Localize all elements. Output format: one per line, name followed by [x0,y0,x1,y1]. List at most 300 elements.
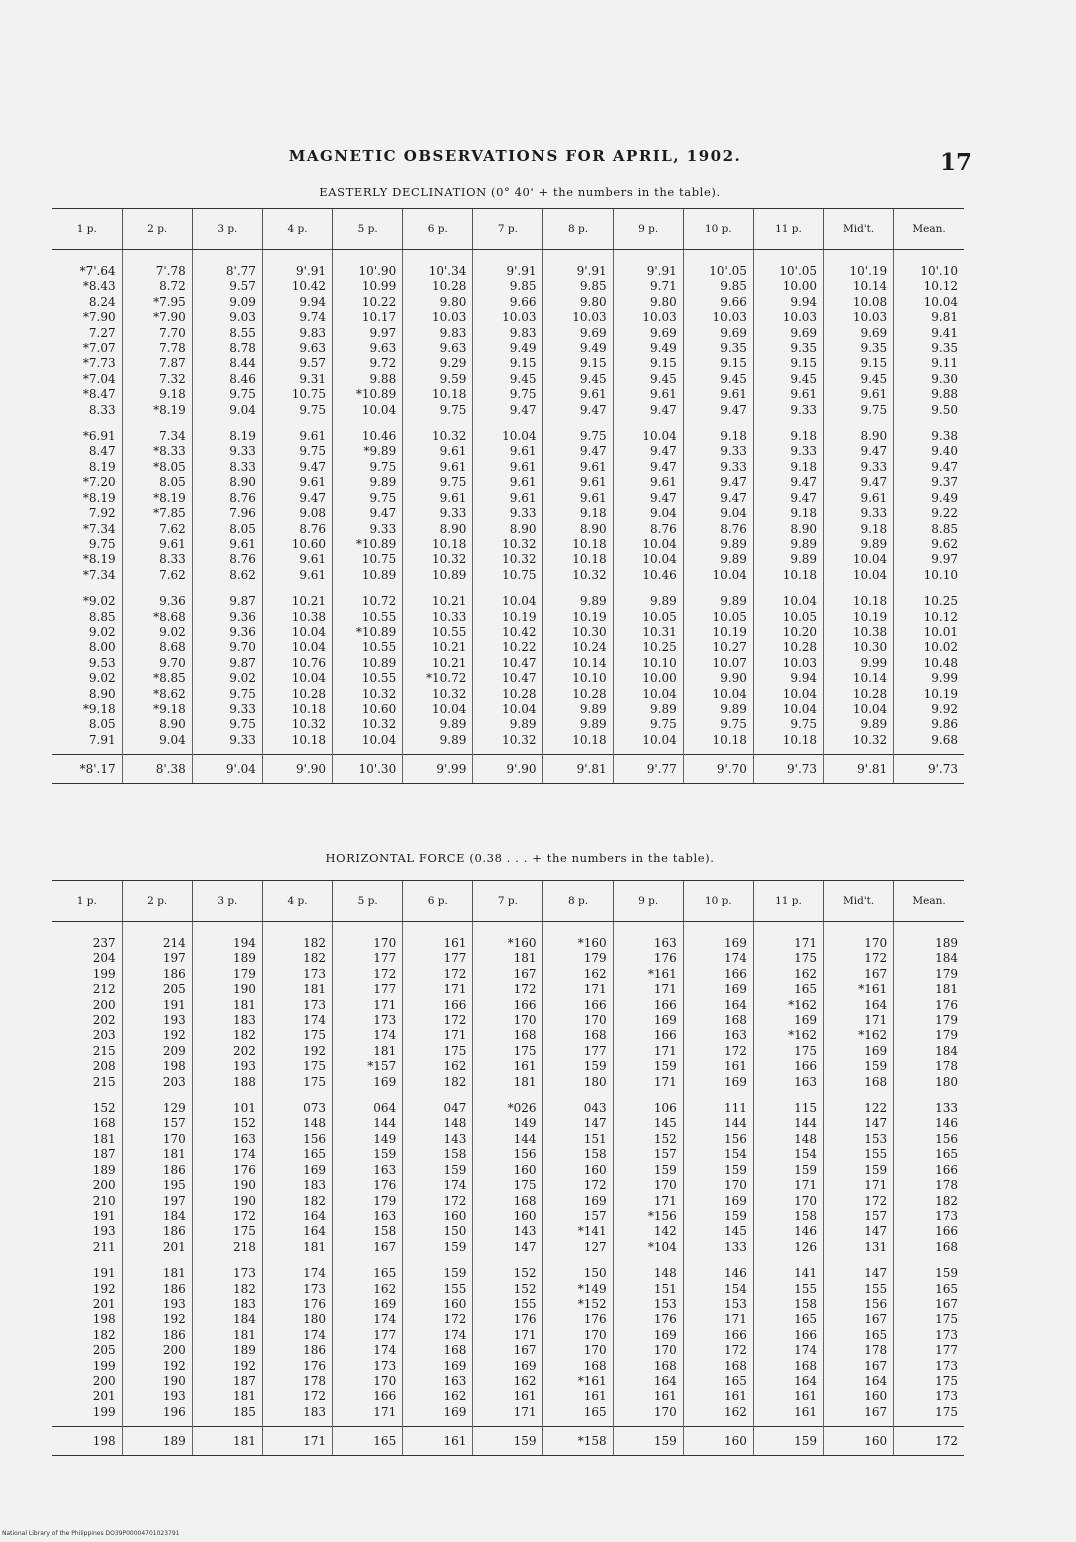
declination-table-cell: 10.05 [613,610,683,625]
declination-table-cell: 10.19 [473,610,543,625]
declination-table-cell: 10.33 [403,610,473,625]
declination-table-cell: 9.83 [262,326,332,341]
horizontal-force-table-cell: 153 [683,1297,753,1312]
horizontal-force-table-cell: 159 [683,1163,753,1178]
horizontal-force-spacer-cell [52,922,122,937]
horizontal-force-table-cell: 193 [122,1389,192,1404]
horizontal-force-table-cell: 170 [333,1374,403,1389]
horizontal-force-table-cell: 183 [262,1178,332,1193]
declination-table-cell: 9.63 [333,341,403,356]
declination-table-cell: 9.35 [753,341,823,356]
declination-table-cell: 9.61 [613,475,683,490]
declination-table-cell: 10.03 [683,310,753,325]
declination-table-cell: 9.75 [683,717,753,732]
declination-table-cell: 9.85 [473,279,543,294]
declination-table-cell: *7.90 [82,310,116,325]
horizontal-force-table-cell: 172 [403,1013,473,1028]
declination-table-cell: 9.87 [192,656,262,671]
declination-table-cell: 10.04 [613,429,683,444]
horizontal-force-table-cell: 193 [122,1297,192,1312]
declination-table-cell: 9.04 [613,506,683,521]
declination-table-cell: *10.89 [333,387,403,402]
horizontal-force-table-cell: 159 [894,1266,964,1281]
horizontal-force-table-cell: 170 [613,1405,683,1420]
horizontal-force-table-cell: 154 [753,1147,823,1162]
horizontal-force-spacer-cell [473,1090,543,1101]
declination-table-cell: 10.04 [262,640,332,655]
horizontal-force-table-cell: 156 [824,1297,894,1312]
horizontal-force-table-cell: 186 [262,1343,332,1358]
horizontal-force-table-cell: 171 [333,998,403,1013]
declination-table-cell: *8.47 [82,387,116,402]
horizontal-force-table-cell: 187 [92,1147,116,1162]
declination-table-cell: 10.10 [613,656,683,671]
declination-table-cell: 9.89 [543,594,613,609]
horizontal-force-table-cell: 174 [262,1328,332,1343]
declination-table-cell: 10.19 [543,610,613,625]
declination-table-cell: *9.02 [82,594,116,609]
horizontal-force-table-cell: 173 [333,1359,403,1374]
horizontal-force-table-cell: 171 [613,1075,683,1090]
declination-spacer-row [52,583,964,594]
declination-table-cell: 8.72 [122,279,192,294]
declination-table-cell: *7.95 [122,295,192,310]
declination-spacer-row [52,418,964,429]
declination-table-cell: 9.88 [894,387,964,402]
horizontal-force-table-cell: 185 [192,1405,262,1420]
declination-table-cell: 10.03 [613,310,683,325]
horizontal-force-spacer-row [52,922,964,937]
declination-table-cell: 9.61 [473,475,543,490]
horizontal-force-table-cell: 182 [262,951,332,966]
horizontal-force-table-cell: 172 [683,1044,753,1059]
declination-table-cell: 9.61 [683,387,753,402]
declination-table-cell: 10.18 [543,733,613,748]
declination-table-cell: 10.00 [613,671,683,686]
horizontal-force-table-cell: 161 [473,1059,543,1074]
declination-mean-cell: 9'.90 [473,755,543,784]
horizontal-force-table-cell: 173 [262,967,332,982]
horizontal-force-table-cell: 169 [824,1044,894,1059]
horizontal-force-table-cell: 168 [683,1013,753,1028]
horizontal-force-table-cell: 168 [613,1359,683,1374]
declination-table-row [52,403,964,418]
declination-table-cell: 9.97 [333,326,403,341]
declination-table-cell: 9.61 [403,444,473,459]
declination-column-header: 8 p. [543,209,613,250]
declination-spacer-cell [403,250,473,265]
declination-table-cell: 10.75 [333,552,403,567]
declination-table-cell: 9.69 [543,326,613,341]
horizontal-force-table-cell: 195 [122,1178,192,1193]
declination-spacer-cell [894,583,964,594]
horizontal-force-spacer-cell [192,1090,262,1101]
declination-table-cell: 9.49 [894,491,964,506]
horizontal-force-table-cell: 173 [262,998,332,1013]
horizontal-force-spacer-cell [894,1090,964,1101]
declination-table-cell: 10.28 [473,687,543,702]
horizontal-force-table-row [52,967,964,982]
declination-table-cell: 9.89 [543,702,613,717]
horizontal-force-table-cell: 166 [543,998,613,1013]
declination-column-header: 3 p. [192,209,262,250]
horizontal-force-table-cell: 175 [894,1405,964,1420]
declination-table-cell: 10'.90 [333,264,403,279]
horizontal-force-table-cell: 145 [683,1224,753,1239]
horizontal-force-table-cell: 111 [683,1101,753,1116]
horizontal-force-table-cell: 144 [473,1132,543,1147]
declination-table-cell: 9.04 [683,506,753,521]
horizontal-force-table-row [52,1209,964,1224]
horizontal-force-table-cell: 174 [753,1343,823,1358]
horizontal-force-table-cell: 165 [894,1282,964,1297]
declination-table-cell: 10.18 [403,537,473,552]
horizontal-force-table-cell: 187 [192,1374,262,1389]
declination-table-cell: 10.46 [613,568,683,583]
declination-table-cell: 9.83 [403,326,473,341]
declination-table-cell: 7.92 [88,506,116,521]
horizontal-force-table-cell: 175 [262,1059,332,1074]
declination-table-cell: 9.33 [333,522,403,537]
declination-table-cell: 9.61 [262,552,332,567]
horizontal-force-table-cell: 199 [92,1358,116,1373]
declination-table-cell: 10.04 [753,702,823,717]
horizontal-force-table-cell: 146 [683,1266,753,1281]
horizontal-force-table-cell: 176 [613,1312,683,1327]
horizontal-force-column-header: 4 p. [262,881,332,922]
declination-table-cell: 10.32 [824,733,894,748]
declination-table-row [52,671,964,686]
horizontal-force-spacer-row [52,1090,964,1101]
declination-table-cell: 9.47 [753,475,823,490]
horizontal-force-table-cell: 166 [753,1328,823,1343]
horizontal-force-spacer-cell [683,1255,753,1266]
declination-table-cell: 10.18 [824,594,894,609]
declination-table-cell: 9.45 [683,372,753,387]
horizontal-force-table-cell: 163 [192,1132,262,1147]
declination-table-cell: 10.21 [403,656,473,671]
declination-table-cell: 9.47 [683,491,753,506]
declination-table-cell: 10.22 [473,640,543,655]
declination-spacer-cell [262,583,332,594]
declination-table-cell: 9.49 [613,341,683,356]
declination-table-cell: 10'.19 [824,264,894,279]
declination-table-cell: 9.36 [122,594,192,609]
declination-mean-cell: 9'.73 [894,755,964,784]
declination-table-cell: 9.45 [753,372,823,387]
declination-spacer-cell [824,250,894,265]
declination-table-cell: 10.42 [262,279,332,294]
horizontal-force-table-cell: 166 [683,1328,753,1343]
horizontal-force-table-cell: 165 [262,1147,332,1162]
declination-table-cell: 9.85 [683,279,753,294]
horizontal-force-table-cell: 183 [262,1405,332,1420]
horizontal-force-table-cell: 181 [192,998,262,1013]
declination-table-cell: *7.20 [82,475,116,490]
declination-table-cell: 10.08 [824,295,894,310]
declination-spacer-cell [683,250,753,265]
horizontal-force-table-cell: 167 [824,1405,894,1420]
horizontal-force-table-cell: 194 [192,936,262,951]
declination-mean-cell: 9'.73 [753,755,823,784]
declination-table-cell: 9.61 [122,537,192,552]
horizontal-force-table-cell: 177 [894,1343,964,1358]
horizontal-force-table-row [52,1240,964,1255]
horizontal-force-table-row [52,1028,964,1043]
declination-table-row [52,717,964,732]
horizontal-force-table-cell: 171 [403,982,473,997]
declination-table-cell: 8.05 [122,475,192,490]
declination-table-cell: 9.47 [753,491,823,506]
declination-table-cell: 9.86 [894,717,964,732]
horizontal-force-table-cell: 199 [92,966,116,981]
declination-table-cell: 10.28 [824,687,894,702]
declination-table-row [52,372,964,387]
declination-table-cell: 9.75 [753,717,823,732]
declination-table-cell: 9.85 [543,279,613,294]
declination-table-cell: 10.04 [333,733,403,748]
declination-column-header: 7 p. [473,209,543,250]
horizontal-force-table-cell: 171 [473,1328,543,1343]
declination-table-row [52,640,964,655]
declination-table-cell: 9.89 [333,475,403,490]
declination-table-cell: 9.94 [262,295,332,310]
declination-table-cell: 9.15 [543,356,613,371]
declination-table-cell: 10.24 [543,640,613,655]
declination-table-cell: 9.49 [473,341,543,356]
horizontal-force-table-cell: 175 [753,951,823,966]
horizontal-force-spacer-cell [473,1255,543,1266]
declination-spacer-cell [192,418,262,429]
horizontal-force-table-cell: 167 [473,967,543,982]
declination-table-cell: 9.61 [824,491,894,506]
horizontal-force-table-cell: 212 [92,982,116,997]
horizontal-force-table-cell: 164 [262,1209,332,1224]
horizontal-force-table-cell: 152 [92,1101,116,1116]
declination-table-cell: 10.04 [333,403,403,418]
declination-table-cell: 10.30 [543,625,613,640]
horizontal-force-table-cell: 180 [894,1075,964,1090]
declination-table-cell: 10.75 [473,568,543,583]
declination-table-cell: 9.81 [894,310,964,325]
declination-table-cell: *10.72 [403,671,473,686]
horizontal-force-table-cell: 179 [894,1013,964,1028]
horizontal-force-table-cell: 183 [192,1013,262,1028]
horizontal-force-table-row [52,1343,964,1358]
declination-table-cell: 9.57 [192,279,262,294]
horizontal-force-table-cell: 159 [403,1240,473,1255]
horizontal-force-table-cell: 199 [92,1404,116,1419]
horizontal-force-table-cell: 156 [683,1132,753,1147]
horizontal-force-table-cell: 184 [894,1044,964,1059]
declination-table-cell: 9.75 [192,687,262,702]
horizontal-force-table-cell: 204 [92,951,116,966]
declination-table-cell: 9.09 [192,295,262,310]
declination-table-cell: 10'.34 [403,264,473,279]
horizontal-force-spacer-cell [403,922,473,937]
horizontal-force-table-cell: 155 [403,1282,473,1297]
declination-table-cell: 9.11 [894,356,964,371]
horizontal-force-table-cell: 184 [122,1209,192,1224]
horizontal-force-table-cell: 158 [403,1147,473,1162]
declination-table-cell: 9.70 [122,656,192,671]
horizontal-force-table-row [52,1359,964,1374]
horizontal-force-table-cell: 169 [683,1075,753,1090]
declination-table-cell: 10.04 [403,702,473,717]
declination-table-cell: *9.18 [82,701,116,716]
horizontal-force-table-cell: 175 [262,1075,332,1090]
declination-table-cell: 10.21 [403,640,473,655]
horizontal-force-table-cell: 147 [473,1240,543,1255]
declination-table-cell: 9.89 [683,552,753,567]
horizontal-force-table-row [52,1312,964,1327]
horizontal-force-table-cell: 169 [683,982,753,997]
declination-table-cell: 9.33 [192,444,262,459]
horizontal-force-table-cell: 182 [262,1194,332,1209]
declination-table-cell: 9.61 [543,491,613,506]
declination-table-cell: 9.75 [824,403,894,418]
horizontal-force-table-cell: 147 [824,1116,894,1131]
horizontal-force-spacer-cell [333,1255,403,1266]
horizontal-force-table-cell: 175 [403,1044,473,1059]
horizontal-force-table-cell: 167 [333,1240,403,1255]
declination-table-cell: 9.66 [473,295,543,310]
declination-table-cell: 10'.05 [753,264,823,279]
horizontal-force-table-cell: 182 [92,1327,116,1342]
declination-table-cell: 10.00 [753,279,823,294]
horizontal-force-table-cell: 169 [333,1075,403,1090]
declination-table-cell: 9.02 [88,624,116,639]
horizontal-force-table-cell: 166 [683,967,753,982]
declination-table-cell: 10.04 [473,594,543,609]
declination-table-cell: 10.18 [683,733,753,748]
declination-table-cell: *7.07 [82,341,116,356]
horizontal-force-table-cell: 144 [753,1116,823,1131]
horizontal-force-spacer-cell [613,1090,683,1101]
horizontal-force-table-cell: 169 [403,1359,473,1374]
horizontal-force-table-cell: 144 [683,1116,753,1131]
declination-spacer-cell [613,418,683,429]
declination-table-cell: 9.61 [192,537,262,552]
horizontal-force-table-cell: 169 [403,1405,473,1420]
horizontal-force-table-cell: 176 [894,998,964,1013]
horizontal-force-table-cell: 208 [92,1059,116,1074]
horizontal-force-table-cell: 158 [543,1147,613,1162]
declination-table-cell: 10.04 [613,552,683,567]
horizontal-force-table-cell: 193 [122,1013,192,1028]
horizontal-force-table-cell: 159 [824,1163,894,1178]
horizontal-force-table-cell: 171 [613,1044,683,1059]
declination-spacer-cell [683,583,753,594]
horizontal-force-table-cell: 152 [473,1282,543,1297]
declination-table-cell: 10.55 [333,671,403,686]
horizontal-force-table-row [52,982,964,997]
horizontal-force-table-cell: 210 [92,1193,116,1208]
horizontal-force-table-cell: 192 [122,1312,192,1327]
declination-table-cell: 9.18 [683,429,753,444]
horizontal-force-spacer-cell [753,922,823,937]
horizontal-force-table-cell: 178 [894,1059,964,1074]
declination-table-cell: 10.89 [403,568,473,583]
declination-table-row [52,702,964,717]
horizontal-force-table-cell: 181 [473,1075,543,1090]
declination-table-cell: 9.66 [683,295,753,310]
horizontal-force-table-cell: 198 [122,1059,192,1074]
horizontal-force-table-cell: 192 [92,1281,116,1296]
declination-table-cell: 9.75 [543,429,613,444]
horizontal-force-table-cell: 170 [753,1194,823,1209]
horizontal-force-table-cell: 178 [262,1374,332,1389]
declination-table-cell: 9.47 [613,403,683,418]
declination-table-cell: 10.55 [333,640,403,655]
declination-table-cell: 9.59 [403,372,473,387]
horizontal-force-table-cell: *160 [473,936,543,951]
declination-table-cell: 9.75 [473,387,543,402]
horizontal-force-table-cell: 165 [753,982,823,997]
declination-spacer-cell [543,418,613,429]
page-number: 17 [940,149,973,176]
horizontal-force-table-cell: 181 [473,951,543,966]
declination-header-row [52,209,964,250]
horizontal-force-table-row [52,1163,964,1178]
horizontal-force-table-cell: 174 [403,1178,473,1193]
horizontal-force-caption: HORIZONTAL FORCE (0.38 . . . + the numbers in the table). [325,851,715,865]
horizontal-force-table-cell: 174 [683,951,753,966]
horizontal-force-table-cell: 158 [753,1209,823,1224]
horizontal-force-table-cell: 131 [824,1240,894,1255]
horizontal-force-table-cell: 148 [403,1116,473,1131]
horizontal-force-table-cell: 166 [613,998,683,1013]
horizontal-force-spacer-row [52,1255,964,1266]
horizontal-force-spacer-cell [262,1090,332,1101]
declination-table-cell: 9.41 [894,326,964,341]
horizontal-force-table-cell: 164 [824,1374,894,1389]
declination-table-cell: *7.04 [82,371,116,386]
declination-table-cell: 9.97 [894,552,964,567]
declination-spacer-cell [683,418,753,429]
horizontal-force-table-cell: 159 [613,1163,683,1178]
horizontal-force-table-cell: 189 [894,936,964,951]
horizontal-force-table-cell: 169 [613,1328,683,1343]
horizontal-force-table-cell: 191 [92,1266,116,1281]
declination-table-cell: 9.89 [824,537,894,552]
horizontal-force-table-row [52,998,964,1013]
declination-table-cell: 10.12 [894,610,964,625]
horizontal-force-table-cell: 164 [824,998,894,1013]
horizontal-force-table-cell: 168 [92,1116,116,1131]
declination-table-cell: 9.89 [683,702,753,717]
declination-table-cell: 10.04 [683,687,753,702]
horizontal-force-table-cell: *162 [753,1028,823,1043]
horizontal-force-table-cell: 169 [543,1194,613,1209]
declination-spacer-cell [824,583,894,594]
declination-table-cell: 10.55 [403,625,473,640]
declination-table-row [52,491,964,506]
declination-table-cell: 10.04 [894,295,964,310]
declination-table-cell: 10.03 [824,310,894,325]
horizontal-force-table-cell: 169 [262,1163,332,1178]
horizontal-force-table-cell: *149 [543,1282,613,1297]
declination-table-cell: 9.69 [613,326,683,341]
declination-table-cell: 10.04 [683,568,753,583]
horizontal-force-table-cell: 153 [613,1297,683,1312]
declination-table-cell: 8.76 [683,522,753,537]
horizontal-force-table-cell: 191 [122,998,192,1013]
horizontal-force-table-cell: 160 [403,1297,473,1312]
declination-table-cell: 10.60 [333,702,403,717]
declination-column-header: 2 p. [122,209,192,250]
horizontal-force-table-cell: *161 [824,982,894,997]
